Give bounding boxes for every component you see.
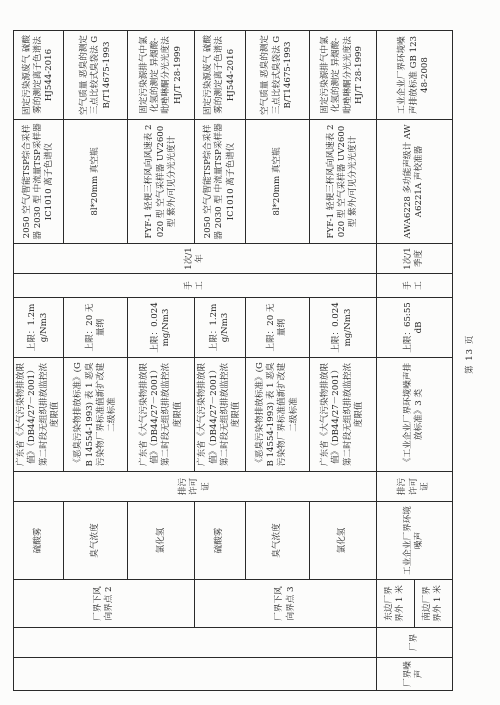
table-row xyxy=(376,31,414,691)
site-cell xyxy=(14,628,377,658)
location-cell: 南边厂界界外 1 米 xyxy=(414,580,452,628)
pollutant-cell: 氯化氢 xyxy=(128,502,195,580)
method-cell: 空气质量 恶臭的测定 三点比较式臭袋法 GB/T14675-1993 xyxy=(64,31,128,120)
monitoring-type-cell: 手工 xyxy=(14,274,377,298)
table-row xyxy=(195,31,245,691)
equipment-cell: FYF-1 轻便三杯风向风速表 2020 型 空气采样器 UV2600 型 紫外/可见分光光度计 xyxy=(128,120,195,244)
equipment-cell: 8l*20mm 真空瓶 xyxy=(64,120,128,244)
limit-cell: 上限：20 无量纲 xyxy=(64,298,128,358)
equipment-cell: 2050 空气/智能TSP综合采样器 2030 型 中流量TSP采样器 IC1010 离子色谱仪 xyxy=(14,120,64,244)
basis-cell: 《恶臭污染物排放标准》(GB 14554-1993) 表 1 恶臭污染物厂界标准值新扩改建二级标准 xyxy=(245,358,309,472)
limit-cell: 上限：65:55dB xyxy=(376,298,452,358)
pollutant-cell: 工业企业厂界环境噪声 xyxy=(376,502,452,580)
basis-cell: 《恶臭污染物排放标准》(GB 14554-1993) 表 1 恶臭污染物厂界标准值新扩改建二级标准 xyxy=(64,358,128,472)
category-cell: 厂界噪声 xyxy=(376,658,452,691)
basis-cell: 广东省《大气污染物排放限值》（DB44/27－2001）第二时段无组织排放监控浓度限值 xyxy=(14,358,64,472)
site-cell: 厂界 xyxy=(376,628,452,658)
limit-cell: 上限：1.2mg/Nm3 xyxy=(195,298,245,358)
frequency-cell: 1次/1年 xyxy=(14,244,377,274)
page-number: 第 13 页 xyxy=(465,334,475,374)
method-cell: 空气质量 恶臭的测定 三点比较式臭袋法 GB/T14675-1993 xyxy=(245,31,309,120)
equipment-cell: 2050 空气/智能TSP综合采样器 2030 型 中流量TSP采样器 IC1010 离子色谱仪 xyxy=(195,120,245,244)
basis-cell: 广东省《大气污染物排放限值》（DB44/27－2001）第二时段无组织排放监控浓度限值 xyxy=(195,358,245,472)
basis-cell: 《工业企业厂界环境噪声排放标准》3 类 xyxy=(376,358,452,472)
location-cell: 东边厂界界外 1 米 xyxy=(376,580,414,628)
limit-cell: 上限：1.2mg/Nm3 xyxy=(14,298,64,358)
source-cell: 排污许可证 xyxy=(376,472,452,502)
pollutant-cell: 臭气浓度 xyxy=(245,502,309,580)
limit-cell: 上限：0.024mg/Nm3 xyxy=(128,298,195,358)
limit-cell: 上限：0.024mg/Nm3 xyxy=(309,298,376,358)
equipment-cell: FYF-1 轻便三杯风向风速表 2020 型 空气采样器 UV2600 型 紫外/可见分光光度计 xyxy=(309,120,376,244)
basis-cell: 广东省《大气污染物排放限值》（DB44/27－2001）第二时段无组织排放监控浓度限值 xyxy=(128,358,195,472)
location-cell: 厂界下风向界点 3 xyxy=(195,580,376,628)
table-row xyxy=(14,31,64,691)
monitoring-plan-table xyxy=(13,30,453,691)
pollutant-cell: 硫酸雾 xyxy=(14,502,64,580)
category-cell xyxy=(14,658,377,691)
limit-cell: 上限：20 无量纲 xyxy=(245,298,309,358)
method-cell: 固定污染源废气 硫酸雾的测定离子色谱法 HJ544-2016 xyxy=(195,31,245,120)
source-cell: 排污许可证 xyxy=(14,472,377,502)
method-cell: 固定污染源排气中氯化氢的测定 异烟酸-吡唑啉酮分光光度法 HJ/T 28-1999 xyxy=(309,31,376,120)
method-cell: 工业企业厂界环境噪声排放标准 GB 12348-2008 xyxy=(376,31,452,120)
monitoring-type-cell: 手工 xyxy=(376,274,452,298)
method-cell: 固定污染源废气 硫酸雾的测定离子色谱法 HJ544-2016 xyxy=(14,31,64,120)
location-cell: 厂界下风向界点 2 xyxy=(14,580,195,628)
equipment-cell: 8l*20mm 真空瓶 xyxy=(245,120,309,244)
frequency-cell: 1次/1季度 xyxy=(376,244,452,274)
equipment-cell: AWA6228 多功能声级计 AWA6221A 声校准器 xyxy=(376,120,452,244)
pollutant-cell: 臭气浓度 xyxy=(64,502,128,580)
basis-cell: 广东省《大气污染物排放限值》（DB44/27－2001）第二时段无组织排放监控浓度限值 xyxy=(309,358,376,472)
pollutant-cell: 氯化氢 xyxy=(309,502,376,580)
pollutant-cell: 硫酸雾 xyxy=(195,502,245,580)
method-cell: 固定污染源排气中氯化氢的测定 异烟酸-吡唑啉酮分光光度法 HJ/T 28-1999 xyxy=(128,31,195,120)
